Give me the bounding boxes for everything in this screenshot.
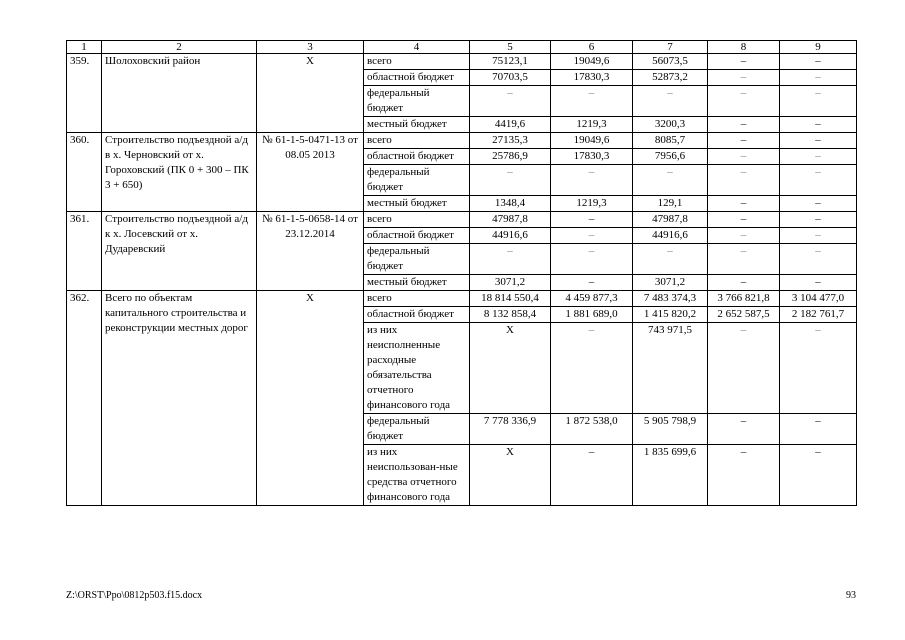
table-row — [67, 291, 857, 307]
budget-table — [66, 40, 857, 506]
value-cell: – — [708, 323, 780, 414]
funding-source: областной бюджет — [364, 70, 470, 86]
value-cell: – — [708, 228, 780, 244]
value-cell: – — [551, 228, 633, 244]
item-number: 361. — [67, 212, 102, 291]
value-cell: 7 483 374,3 — [633, 291, 708, 307]
item-code: Х — [257, 291, 364, 506]
value-cell: – — [708, 70, 780, 86]
column-header: 4 — [364, 41, 470, 54]
value-cell: 8085,7 — [633, 133, 708, 149]
column-header: 6 — [551, 41, 633, 54]
value-cell: 70703,5 — [470, 70, 551, 86]
value-cell: 129,1 — [633, 196, 708, 212]
column-header: 9 — [780, 41, 857, 54]
item-name: Шолоховский район — [102, 54, 257, 133]
value-cell: – — [551, 445, 633, 506]
value-cell: – — [470, 165, 551, 196]
item-name: Строительство подъездной а/д в х. Черновский от х. Гороховский (ПК 0 + 300 – ПК 3 + 650) — [102, 133, 257, 212]
value-cell: 1 415 820,2 — [633, 307, 708, 323]
value-cell: – — [633, 165, 708, 196]
value-cell: – — [708, 117, 780, 133]
value-cell: – — [470, 86, 551, 117]
value-cell: 3071,2 — [470, 275, 551, 291]
item-code: № 61-1-5-0658-14 от 23.12.2014 — [257, 212, 364, 291]
value-cell: 3 766 821,8 — [708, 291, 780, 307]
value-cell: 27135,3 — [470, 133, 551, 149]
funding-source: из них неисполненные расходные обязательства отчетного финансового года — [364, 323, 470, 414]
value-cell: – — [708, 165, 780, 196]
value-cell: 1219,3 — [551, 196, 633, 212]
value-cell: – — [708, 196, 780, 212]
value-cell: – — [780, 196, 857, 212]
funding-source: местный бюджет — [364, 117, 470, 133]
funding-source: всего — [364, 54, 470, 70]
value-cell: – — [551, 165, 633, 196]
column-header-row — [67, 41, 857, 54]
value-cell: 3071,2 — [633, 275, 708, 291]
value-cell: – — [780, 414, 857, 445]
item-name: Всего по объектам капитального строительства и реконструкции местных дорог — [102, 291, 257, 506]
value-cell: 743 971,5 — [633, 323, 708, 414]
value-cell: – — [708, 244, 780, 275]
value-cell: – — [780, 86, 857, 117]
value-cell: – — [551, 244, 633, 275]
value-cell: – — [551, 212, 633, 228]
value-cell: 44916,6 — [470, 228, 551, 244]
value-cell: 8 132 858,4 — [470, 307, 551, 323]
value-cell: 17830,3 — [551, 70, 633, 86]
value-cell: – — [780, 212, 857, 228]
value-cell: 2 182 761,7 — [780, 307, 857, 323]
column-header: 3 — [257, 41, 364, 54]
item-number: 360. — [67, 133, 102, 212]
item-number: 362. — [67, 291, 102, 506]
table-row — [67, 133, 857, 149]
value-cell: 17830,3 — [551, 149, 633, 165]
value-cell: – — [780, 54, 857, 70]
value-cell: – — [780, 149, 857, 165]
value-cell: – — [708, 149, 780, 165]
value-cell: 75123,1 — [470, 54, 551, 70]
value-cell: – — [708, 414, 780, 445]
value-cell: – — [551, 323, 633, 414]
value-cell: – — [708, 275, 780, 291]
value-cell: – — [780, 117, 857, 133]
funding-source: местный бюджет — [364, 275, 470, 291]
column-header: 7 — [633, 41, 708, 54]
page-number: 93 — [846, 590, 856, 601]
value-cell: 1348,4 — [470, 196, 551, 212]
value-cell: – — [780, 228, 857, 244]
value-cell: 1 835 699,6 — [633, 445, 708, 506]
value-cell: – — [780, 70, 857, 86]
value-cell: 25786,9 — [470, 149, 551, 165]
item-name: Строительство подъездной а/д к х. Лосевский от х. Дударевский — [102, 212, 257, 291]
funding-source: всего — [364, 133, 470, 149]
funding-source: из них неиспользован-ные средства отчетного финансового года — [364, 445, 470, 506]
value-cell: 4419,6 — [470, 117, 551, 133]
column-header: 5 — [470, 41, 551, 54]
value-cell: 7 778 336,9 — [470, 414, 551, 445]
value-cell: – — [780, 133, 857, 149]
value-cell: – — [708, 54, 780, 70]
column-header: 2 — [102, 41, 257, 54]
value-cell: – — [780, 275, 857, 291]
value-cell: 18 814 550,4 — [470, 291, 551, 307]
value-cell: 44916,6 — [633, 228, 708, 244]
column-header: 1 — [67, 41, 102, 54]
item-code: № 61-1-5-0471-13 от 08.05 2013 — [257, 133, 364, 212]
value-cell: – — [780, 323, 857, 414]
value-cell: 52873,2 — [633, 70, 708, 86]
funding-source: федеральный бюджет — [364, 414, 470, 445]
value-cell: – — [633, 86, 708, 117]
value-cell: – — [780, 244, 857, 275]
funding-source: федеральный бюджет — [364, 165, 470, 196]
value-cell: 3 104 477,0 — [780, 291, 857, 307]
value-cell: 1 872 538,0 — [551, 414, 633, 445]
value-cell: 47987,8 — [633, 212, 708, 228]
value-cell: 3200,3 — [633, 117, 708, 133]
funding-source: областной бюджет — [364, 228, 470, 244]
funding-source: федеральный бюджет — [364, 86, 470, 117]
value-cell: 5 905 798,9 — [633, 414, 708, 445]
footer-file-path: Z:\ORST\Ppo\0812p503.f15.docx — [66, 590, 203, 601]
value-cell: – — [780, 165, 857, 196]
item-code: Х — [257, 54, 364, 133]
value-cell: 47987,8 — [470, 212, 551, 228]
value-cell: 7956,6 — [633, 149, 708, 165]
value-cell: – — [708, 445, 780, 506]
table-row — [67, 54, 857, 70]
value-cell: – — [708, 133, 780, 149]
value-cell: 56073,5 — [633, 54, 708, 70]
funding-source: местный бюджет — [364, 196, 470, 212]
value-cell: 1219,3 — [551, 117, 633, 133]
value-cell: – — [551, 275, 633, 291]
value-cell: 2 652 587,5 — [708, 307, 780, 323]
funding-source: областной бюджет — [364, 149, 470, 165]
funding-source: всего — [364, 291, 470, 307]
item-number: 359. — [67, 54, 102, 133]
funding-source: всего — [364, 212, 470, 228]
value-cell: – — [708, 212, 780, 228]
value-cell: Х — [470, 323, 551, 414]
value-cell: – — [470, 244, 551, 275]
value-cell: – — [780, 445, 857, 506]
funding-source: федеральный бюджет — [364, 244, 470, 275]
value-cell: 1 881 689,0 — [551, 307, 633, 323]
value-cell: – — [708, 86, 780, 117]
value-cell: 4 459 877,3 — [551, 291, 633, 307]
column-header: 8 — [708, 41, 780, 54]
funding-source: областной бюджет — [364, 307, 470, 323]
value-cell: Х — [470, 445, 551, 506]
value-cell: – — [633, 244, 708, 275]
value-cell: 19049,6 — [551, 133, 633, 149]
value-cell: – — [551, 86, 633, 117]
table-row — [67, 212, 857, 228]
value-cell: 19049,6 — [551, 54, 633, 70]
